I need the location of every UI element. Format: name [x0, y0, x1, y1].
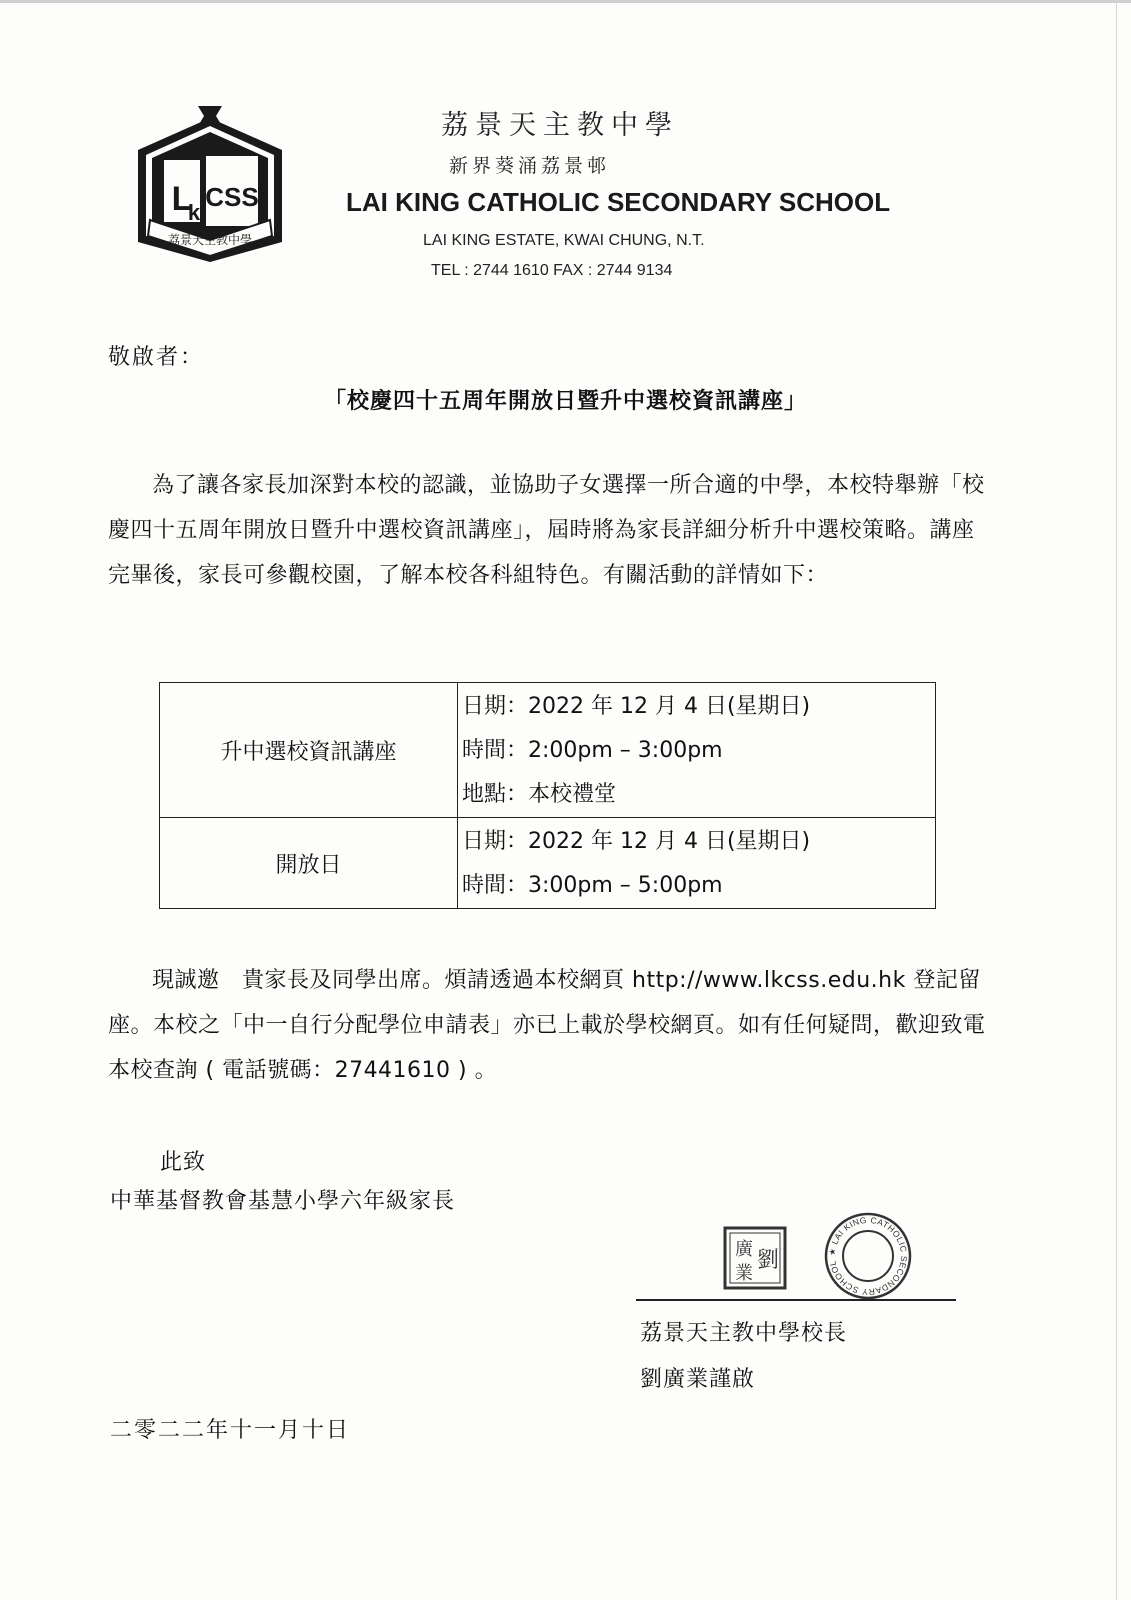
letter-date: 二零二二年十一月十日	[110, 1418, 351, 1443]
svg-text:★ LAI KING CATHOLIC SECONDARY: ★ LAI KING CATHOLIC SECONDARY SCHOOL	[826, 1214, 910, 1298]
school-name-english: LAI KING CATHOLIC SECONDARY SCHOOL	[346, 187, 891, 217]
svg-text:業: 業	[735, 1263, 753, 1284]
svg-text:L: L	[171, 180, 193, 218]
school-name-chinese: 荔景天主教中學	[441, 110, 679, 141]
signatory-name: 劉廣業謹啟	[640, 1367, 756, 1392]
event-name-open-day: 開放日	[160, 818, 458, 909]
svg-text:劉: 劉	[756, 1248, 780, 1273]
principal-chop-stamp	[722, 1225, 788, 1291]
seminar-venue: 地點：本校禮堂	[462, 782, 617, 807]
signature-line	[636, 1299, 956, 1301]
schedule-row-seminar	[160, 683, 936, 818]
scan-edge-right	[1116, 0, 1117, 1600]
letter-recipient: 中華基督教會基慧小學六年級家長	[110, 1189, 456, 1214]
school-tel-fax: TEL : 2744 1610 FAX : 2744 9134	[431, 262, 673, 279]
event-name-seminar: 升中選校資訊講座	[160, 683, 458, 818]
school-address-chinese: 新界葵涌荔景邨	[449, 155, 611, 177]
event-schedule-table	[159, 682, 936, 909]
letter-title: 「校慶四十五周年開放日暨升中選校資訊講座」	[323, 389, 807, 414]
school-crest-logo	[130, 102, 290, 267]
letter-paragraph-invitation	[108, 958, 988, 1093]
svg-text:CSS: CSS	[205, 182, 259, 212]
closing-regards: 此致	[160, 1150, 207, 1175]
open-day-time: 時間：3:00pm – 5:00pm	[462, 873, 723, 898]
crest-banner-text: 荔景天主教中學	[167, 233, 253, 247]
school-round-seal	[823, 1211, 913, 1301]
svg-text:廣: 廣	[735, 1239, 753, 1260]
signatory-title: 荔景天主教中學校長	[640, 1321, 848, 1346]
open-day-date: 日期：2022 年 12 月 4 日(星期日)	[462, 829, 811, 854]
event-details-seminar	[458, 683, 936, 818]
svg-text:k: k	[187, 200, 201, 225]
letter-paragraph-intro	[108, 463, 988, 598]
event-details-open-day	[458, 818, 936, 909]
school-address-english: LAI KING ESTATE, KWAI CHUNG, N.T.	[423, 232, 705, 249]
seminar-date: 日期：2022 年 12 月 4 日(星期日)	[462, 694, 811, 719]
schedule-row-open-day	[160, 818, 936, 909]
scan-edge-top	[0, 0, 1131, 3]
letter-salutation: 敬啟者：	[108, 345, 205, 370]
paragraph-intro-text: 為了讓各家長加深對本校的認識，並協助子女選擇一所合適的中學，本校特舉辦「校慶四十五周年開放日暨升中選校資訊講座」，屆時將為家長詳細分析升中選校策略。講座完畢後，家長可參觀校園，了解本校各科組特色。有關活動的詳情如下：	[108, 473, 985, 588]
seminar-time: 時間：2:00pm – 3:00pm	[462, 738, 723, 763]
paragraph-invitation-text: 現誠邀 貴家長及同學出席。煩請透過本校網頁 http://www.lkcss.edu.hk 登記留座。本校之「中一自行分配學位申請表」亦已上載於學校網頁。如有任何疑問，歡迎致電本校查詢 ( 電話號碼：27441610 ) 。	[108, 968, 986, 1083]
